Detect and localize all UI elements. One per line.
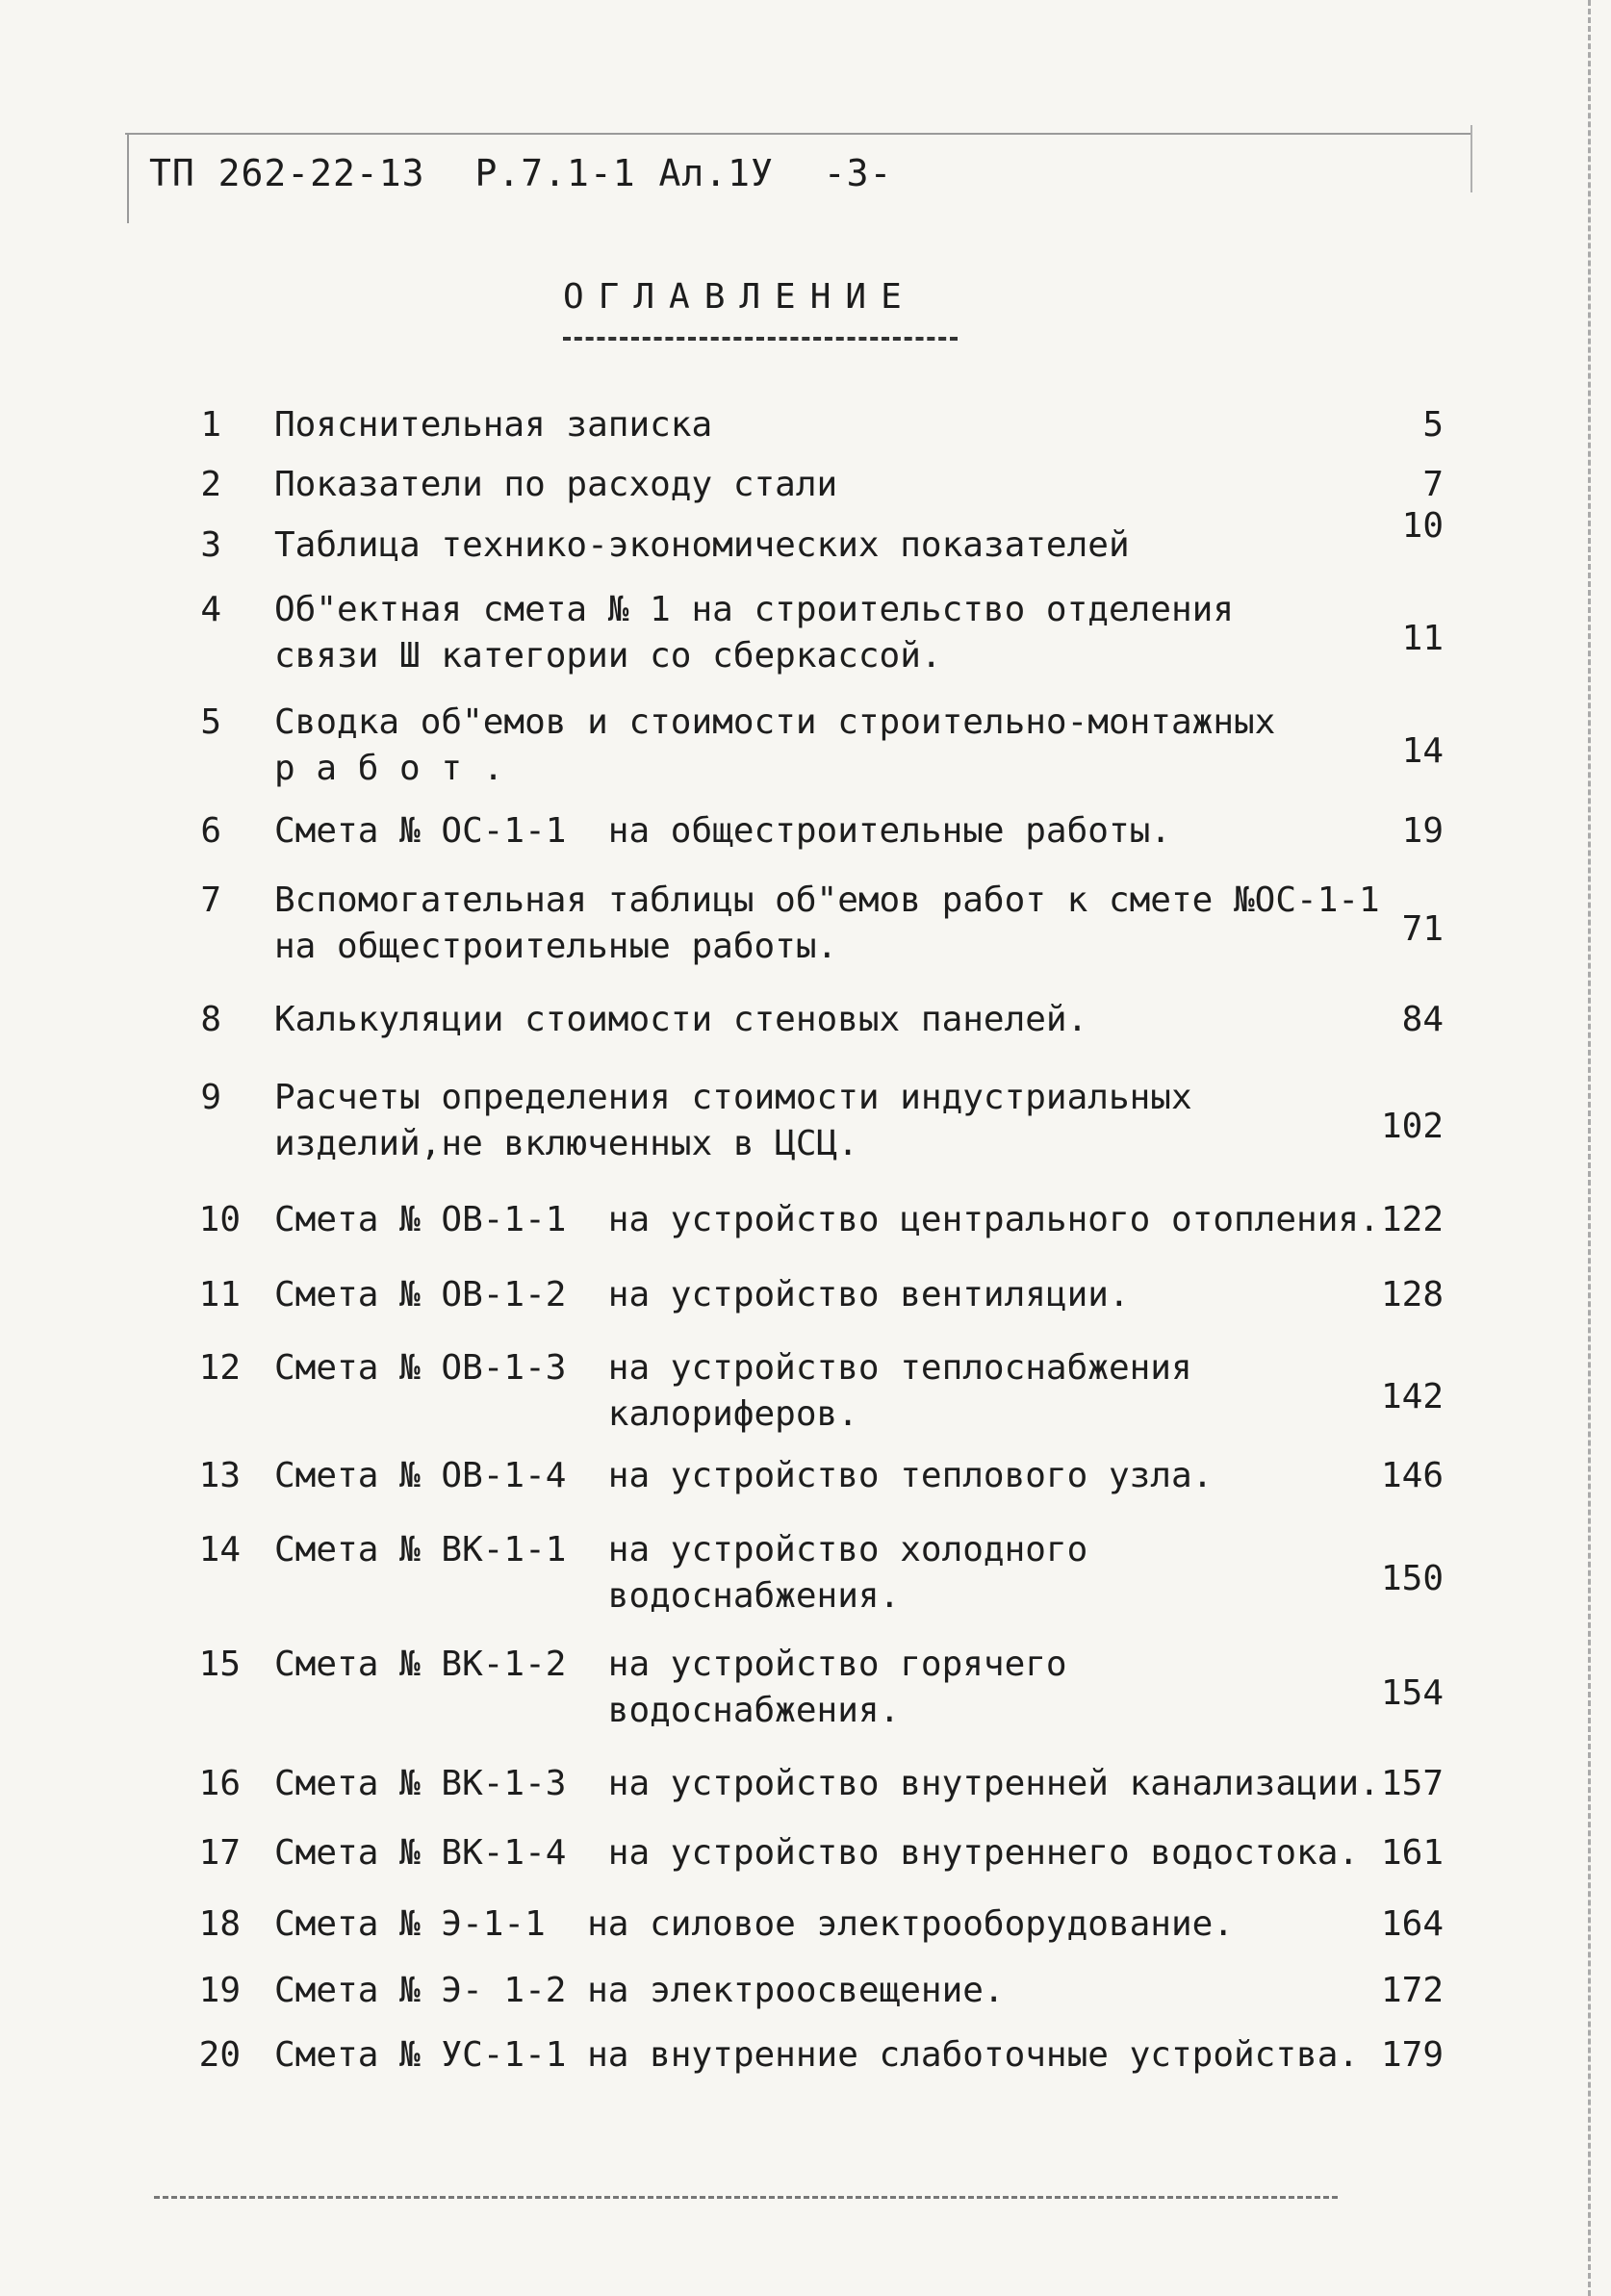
page-edge	[1588, 0, 1591, 2296]
toc-entry-text: изделий,не включенных в ЦСЦ.	[274, 1124, 858, 1163]
toc-entry-page: 11	[1401, 619, 1444, 658]
toc-entry-page: 142	[1380, 1377, 1444, 1416]
toc-entry-text: Смета № Э-1-1 на силовое электрооборудование.	[274, 1904, 1234, 1944]
title-underline	[563, 337, 958, 341]
toc-entry-text: Смета № Э- 1-2 на электроосвещение.	[274, 1971, 1005, 2010]
toc-entry-page: 19	[1401, 811, 1444, 851]
toc-entry-text: Расчеты определения стоимости индустриальных	[274, 1078, 1192, 1117]
toc-entry-page: 7	[1422, 465, 1444, 504]
toc-entry-text: Смета № ВК-1-1 на устройство холодного	[274, 1530, 1088, 1569]
toc-entry-number: 13	[198, 1456, 241, 1495]
toc-entry-number: 11	[198, 1275, 241, 1314]
document-code: ТП 262-22-13	[149, 152, 425, 194]
toc-entry-text: связи Ш категории со сберкассой.	[274, 636, 942, 676]
toc-entry-page: 157	[1380, 1764, 1444, 1803]
toc-entry-text: Смета № УС-1-1 на внутренние слаботочные устройства.	[274, 2035, 1360, 2075]
toc-entry-text: Вспомогательная таблицы об"емов работ к смете №ОС-1-1	[274, 880, 1380, 920]
toc-entry-page: 164	[1380, 1904, 1444, 1944]
toc-entry-text: Об"ектная смета № 1 на строительство отделения	[274, 590, 1234, 629]
toc-entry-number: 8	[200, 1000, 221, 1039]
toc-entry-text: Сводка об"емов и стоимости строительно-монтажных	[274, 702, 1276, 742]
toc-entry-text: Смета № ОВ-1-3 на устройство теплоснабжения	[274, 1348, 1192, 1388]
toc-entry-number: 16	[198, 1764, 241, 1803]
toc-entry-page: 102	[1380, 1107, 1444, 1146]
toc-entry-page: 172	[1380, 1971, 1444, 2010]
toc-entry-number: 6	[200, 811, 221, 851]
toc-entry-page: 150	[1380, 1559, 1444, 1598]
toc-entry-text: Смета № ОВ-1-4 на устройство теплового узла.	[274, 1456, 1214, 1495]
toc-entry-number: 2	[200, 465, 221, 504]
toc-entry-page: 128	[1380, 1275, 1444, 1314]
toc-entry-number: 20	[198, 2035, 241, 2075]
frame-right-line	[1470, 125, 1472, 192]
toc-entry-page: 14	[1401, 731, 1444, 771]
toc-entry-text: Показатели по расходу стали	[274, 465, 838, 504]
toc-entry-page: 10	[1401, 506, 1444, 546]
toc-entry-page: 5	[1422, 405, 1444, 445]
toc-entry-page: 122	[1380, 1200, 1444, 1239]
toc-entry-number: 3	[200, 525, 221, 565]
toc-entry-page: 161	[1380, 1833, 1444, 1873]
toc-entry-text: Смета № ОС-1-1 на общестроительные работы.	[274, 811, 1171, 851]
toc-entry-number: 9	[200, 1078, 221, 1117]
toc-entry-text: Смета № ВК-1-2 на устройство горячего	[274, 1645, 1067, 1684]
toc-entry-number: 5	[200, 702, 221, 742]
toc-entry-text: Смета № ОВ-1-2 на устройство вентиляции.	[274, 1275, 1130, 1314]
toc-entry-text: Пояснительная записка	[274, 405, 713, 445]
page-title: ОГЛАВЛЕНИЕ	[563, 277, 916, 317]
toc-entry-text: р а б о т .	[274, 749, 504, 788]
toc-entry-number: 10	[198, 1200, 241, 1239]
toc-entry-page: 154	[1380, 1673, 1444, 1713]
toc-entry-text: Таблица технико-экономических показателей	[274, 525, 1130, 565]
toc-entry-number: 1	[200, 405, 221, 445]
toc-entry-page: 146	[1380, 1456, 1444, 1495]
document-part: Р.7.1-1 Ал.1У	[474, 152, 774, 194]
toc-entry-number: 14	[198, 1530, 241, 1569]
toc-entry-number: 17	[198, 1833, 241, 1873]
toc-entry-number: 4	[200, 590, 221, 629]
toc-entry-text: на общестроительные работы.	[274, 927, 838, 966]
document-header	[149, 152, 919, 194]
bottom-rule	[154, 2196, 1338, 2199]
toc-entry-number: 18	[198, 1904, 241, 1944]
toc-entry-text: Смета № ОВ-1-1 на устройство центрального отопления.	[274, 1200, 1380, 1239]
toc-entry-text: калориферов.	[274, 1394, 858, 1434]
toc-entry-number: 12	[198, 1348, 241, 1388]
frame-left-line	[127, 135, 129, 223]
toc-entry-page: 71	[1401, 909, 1444, 949]
toc-entry-number: 7	[200, 880, 221, 920]
toc-entry-text: водоснабжения.	[274, 1576, 901, 1616]
page-number: -3-	[823, 152, 893, 194]
toc-entry-number: 19	[198, 1971, 241, 2010]
toc-entry-page: 179	[1380, 2035, 1444, 2075]
toc-entry-text: Смета № ВК-1-3 на устройство внутренней канализации.	[274, 1764, 1380, 1803]
toc-entry-text: водоснабжения.	[274, 1691, 901, 1730]
frame-top-line	[125, 133, 1472, 135]
toc-entry-text: Смета № ВК-1-4 на устройство внутреннего водостока.	[274, 1833, 1360, 1873]
toc-entry-number: 15	[198, 1645, 241, 1684]
toc-entry-page: 84	[1401, 1000, 1444, 1039]
toc-entry-text: Калькуляции стоимости стеновых панелей.	[274, 1000, 1088, 1039]
